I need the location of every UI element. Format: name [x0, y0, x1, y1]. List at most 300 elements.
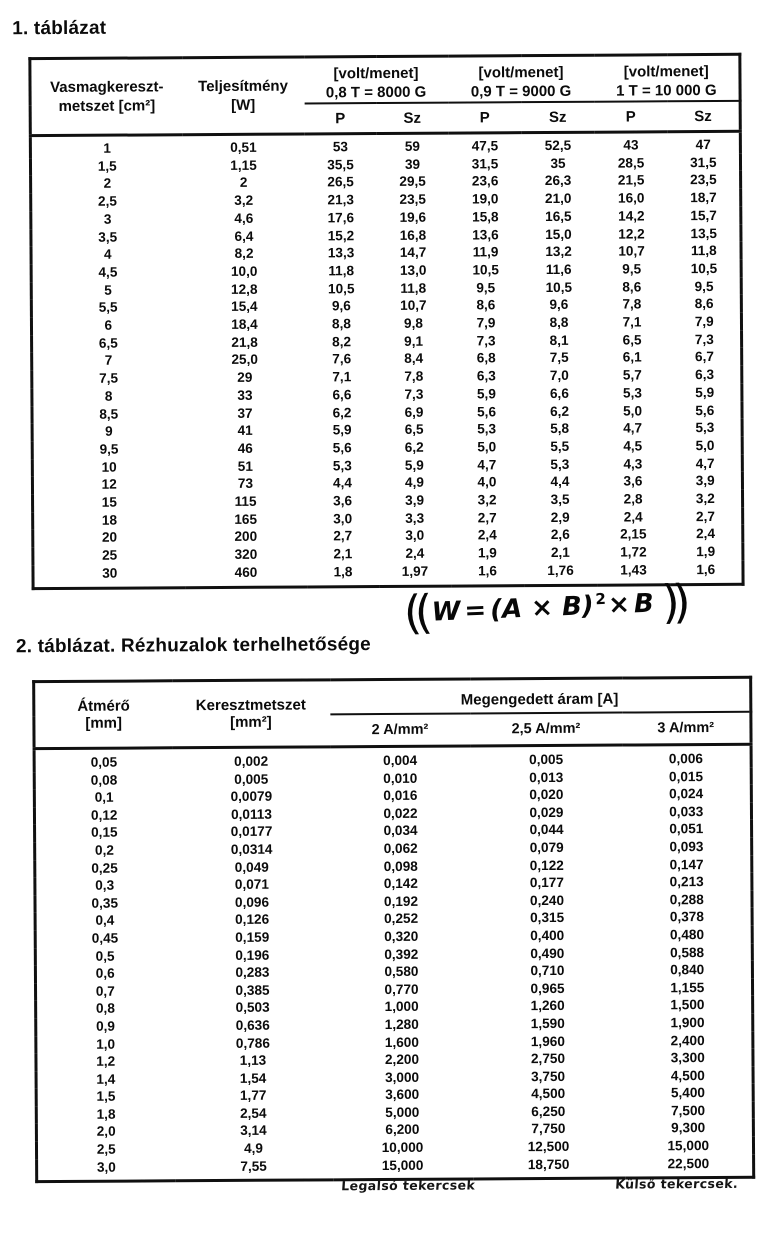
table-cell: 0,240: [529, 892, 565, 908]
header-line: metszet [cm²]: [58, 97, 156, 115]
table-cell: 0,490: [530, 945, 565, 961]
table-cell: 200: [234, 529, 258, 545]
table-cell: 0,147: [669, 856, 704, 872]
table2-header: [34, 677, 751, 748]
table-cell: 0,786: [235, 1035, 270, 1051]
table-cell: 1,5: [96, 1088, 116, 1105]
table-cell: 10,0: [230, 263, 258, 279]
table-cell: 6,3: [476, 368, 496, 384]
table-cell: 2,7: [477, 510, 497, 526]
table-cell: 0,029: [529, 804, 564, 820]
table-cell: 3,9: [405, 492, 425, 508]
table-cell: 21,8: [231, 334, 258, 350]
copper-wire-table: [32, 676, 755, 1184]
table-cell: 3,3: [405, 510, 425, 526]
table-cell: 2,4: [405, 545, 425, 562]
table-cell: 0,580: [384, 963, 419, 980]
table-cell: 0,177: [529, 875, 564, 891]
table-cell: 11,8: [400, 280, 427, 296]
table-cell: 3,6: [623, 473, 643, 489]
transformer-core-table: [28, 53, 744, 590]
subheader-sz: Sz: [376, 103, 448, 134]
table-cell: 0,51: [230, 139, 257, 155]
table-cell: 0,9: [96, 1018, 116, 1034]
table-cell: 1,43: [620, 562, 647, 578]
table-cell: 4,7: [695, 455, 715, 471]
table-cell: 0,252: [384, 911, 419, 927]
group-unit: [volt/menet]: [333, 64, 419, 83]
table-cell: 9,300: [671, 1120, 706, 1136]
table-cell: 5,0: [477, 439, 497, 455]
table-cell: 1,260: [530, 998, 565, 1014]
table-cell: 23,6: [471, 173, 499, 189]
table-cell: 43: [623, 137, 639, 153]
table1-col-core-header: [30, 58, 182, 136]
table-cell: 9: [105, 423, 113, 439]
table-cell: 0,378: [669, 909, 704, 925]
header-line: Átmérő: [77, 697, 130, 715]
formula-lhs: W: [431, 596, 462, 628]
formula-close-paren: )): [660, 574, 685, 630]
table-cell: 2,1: [550, 545, 570, 561]
table-cell: 1,0: [96, 1036, 116, 1052]
table-cell: 5,3: [332, 457, 352, 473]
table-cell: 5,5: [550, 438, 570, 454]
table1-group-09T: [448, 55, 594, 102]
table-cell: 12,500: [527, 1138, 570, 1155]
table-cell: 7,500: [670, 1102, 706, 1119]
table-cell: 9,5: [99, 441, 119, 457]
table-cell: 28,5: [617, 155, 645, 171]
table-cell: 13,2: [545, 244, 572, 260]
table-cell: 4,500: [531, 1086, 566, 1102]
table-cell: 4,500: [670, 1067, 705, 1083]
table-cell: 7,3: [476, 333, 496, 349]
table-cell: 18,7: [690, 190, 717, 206]
table-cell: 35: [550, 155, 566, 171]
table2-caption: 2. táblázat. Rézhuzalok terhelhetősége: [15, 634, 371, 658]
table-cell: 18,750: [527, 1156, 570, 1172]
table-cell: 0,024: [669, 786, 704, 802]
group-flux: 0,9 T = 9000 G: [470, 82, 572, 101]
table2-group-current: Megengedett áram [A]: [330, 677, 751, 714]
table-cell: 1,900: [670, 1014, 705, 1031]
table-cell: 0,35: [91, 895, 119, 911]
table-cell: 2,1: [333, 546, 353, 562]
table-cell: 2,54: [240, 1105, 267, 1121]
table-cell: 0,034: [383, 823, 418, 839]
table-cell: 25,0: [231, 352, 258, 368]
table-cell: 12,2: [618, 225, 645, 242]
table-cell: 4,5: [98, 264, 118, 280]
table-cell: 3,600: [385, 1087, 420, 1103]
table-cell: 1,155: [670, 979, 705, 995]
table-cell: 4,5: [623, 438, 643, 454]
table-cell: 7,750: [531, 1121, 566, 1137]
table-cell: 5,6: [695, 402, 715, 418]
table-cell: 21,3: [327, 192, 355, 208]
table-cell: 3,5: [550, 491, 570, 508]
table-cell: 8,1: [549, 332, 569, 348]
subheader-p: P: [304, 103, 376, 134]
table-cell: 1,6: [696, 561, 716, 577]
subheader-p: P: [594, 101, 667, 132]
table-cell: 5,400: [670, 1085, 706, 1101]
table-cell: 3,2: [234, 192, 254, 209]
table-cell: 52,5: [544, 137, 572, 154]
table-cell: 9,5: [622, 261, 642, 277]
table-cell: 2,8: [623, 491, 643, 507]
group-flux: 1 T = 10 000 G: [616, 81, 717, 100]
table-cell: 11,8: [690, 243, 717, 259]
table-cell: 5: [104, 282, 112, 298]
table-cell: 4,7: [477, 456, 497, 473]
table-cell: 15,4: [231, 299, 258, 315]
table-cell: 6,200: [385, 1122, 420, 1138]
table-cell: 1,6: [478, 563, 498, 579]
table1-header: [30, 54, 741, 135]
table-cell: 6,1: [622, 349, 642, 365]
table-cell: 6,5: [404, 422, 424, 438]
table-cell: 4,3: [623, 456, 643, 472]
table-cell: 1,77: [239, 1088, 267, 1104]
table-cell: 0,3: [95, 877, 115, 893]
table-cell: 0,12: [90, 807, 118, 823]
table-cell: 8,6: [476, 297, 496, 313]
table1-group-row: [30, 54, 740, 105]
table-cell: 3,0: [405, 528, 425, 544]
table-cell: 2: [103, 176, 112, 192]
header-line: [mm]: [85, 714, 123, 732]
table1-body: [30, 131, 743, 588]
table-cell: 1,280: [384, 1016, 419, 1032]
table-cell: 0,636: [235, 1017, 270, 1033]
table-cell: 7,5: [549, 350, 569, 366]
table-cell: 0,126: [235, 912, 270, 928]
table-cell: 0,002: [234, 753, 269, 769]
formula-rhs: B: [633, 588, 655, 620]
table-cell: 8,6: [622, 279, 642, 295]
handwritten-note-bottom-coils: Legalsó tekercsek: [340, 1177, 476, 1194]
table-cell: 5,9: [695, 384, 715, 400]
table-cell: 46: [237, 440, 253, 456]
table-cell: 1,8: [333, 564, 353, 580]
table-cell: 1,9: [696, 544, 716, 560]
table-cell: 33: [237, 387, 253, 403]
table-cell: 0,093: [669, 839, 704, 855]
table-cell: 1,4: [96, 1071, 116, 1087]
table-cell: 3: [103, 211, 112, 227]
table2-group-row: [34, 677, 751, 716]
table-cell: 2,7: [695, 508, 715, 524]
formula-open-paren: ((: [402, 584, 427, 640]
table-cell: 0,7: [95, 983, 115, 999]
table-cell: 3,000: [385, 1069, 420, 1085]
table-cell: 0,15: [91, 825, 118, 841]
table1-group-1T: [594, 54, 740, 101]
table-cell: 0,071: [234, 876, 269, 893]
table-cell: 4,4: [332, 475, 352, 491]
table-cell: 0,400: [530, 927, 565, 944]
table-cell: 9,5: [694, 278, 714, 294]
table-cell: 16,5: [545, 208, 572, 224]
table-cell: 15,2: [327, 227, 355, 243]
table-cell: 3,2: [695, 491, 715, 507]
table-cell: 3,2: [477, 492, 497, 508]
table-cell: 11,8: [328, 263, 355, 279]
table-cell: 7,55: [240, 1158, 267, 1174]
table-cell: 15,7: [690, 207, 717, 223]
table-cell: 2,7: [333, 528, 353, 544]
table-cell: 5,8: [550, 421, 570, 437]
table2-col-crosssection-header: [172, 680, 330, 748]
table-cell: 115: [234, 493, 257, 509]
table-cell: 10,000: [381, 1139, 424, 1156]
subheader-p: P: [448, 102, 521, 133]
table-cell: 21,5: [617, 172, 645, 188]
table-cell: 3,9: [695, 473, 715, 489]
table-cell: 17,6: [327, 209, 355, 226]
subheader-2A: 2 A/mm²: [330, 713, 470, 746]
table-cell: 0,503: [235, 1000, 270, 1016]
table-cell: 9,8: [403, 315, 423, 331]
table-cell: 1,15: [230, 157, 257, 173]
table-cell: 0,005: [234, 771, 269, 787]
table-cell: 0,010: [383, 770, 418, 786]
table-cell: 5,5: [98, 299, 118, 316]
table-cell: 0,196: [235, 947, 270, 963]
table-cell: 14,2: [618, 208, 645, 224]
table-cell: 2,4: [477, 527, 497, 543]
table-cell: 7,3: [404, 386, 424, 402]
table-cell: 19,6: [399, 209, 427, 225]
table-cell: 0,049: [234, 859, 269, 875]
table-cell: 8,6: [694, 296, 714, 312]
table-cell: 3,5: [98, 229, 118, 245]
table-cell: 6,7: [694, 349, 714, 365]
header-line: [W]: [231, 96, 256, 114]
table-cell: 2,5: [96, 1141, 116, 1157]
header-line: Vasmagkereszt-: [50, 78, 164, 97]
table-cell: 2,750: [530, 1051, 566, 1067]
table-cell: 4,9: [244, 1140, 264, 1156]
table-cell: 3,300: [670, 1050, 705, 1066]
table-cell: 0,392: [384, 946, 419, 962]
table-cell: 0,6: [95, 965, 115, 981]
table-cell: 5,6: [332, 440, 352, 456]
table-cell: 11,9: [472, 244, 499, 260]
table-cell: 1,5: [97, 158, 117, 174]
table-cell: 0,015: [668, 768, 704, 784]
table-cell: 8,2: [234, 246, 254, 262]
table-cell: 0,013: [529, 769, 564, 785]
table-cell: 6,6: [332, 387, 352, 403]
table-cell: 23,5: [399, 191, 426, 208]
group-flux: 0,8 T = 8000 G: [325, 83, 427, 102]
table-cell: 320: [234, 546, 258, 563]
table-cell: 31,5: [689, 154, 717, 170]
table-cell: 15,8: [472, 209, 499, 225]
table-cell: 5,0: [623, 402, 643, 419]
table-cell: 1,590: [530, 1015, 565, 1032]
table-cell: 5,7: [622, 367, 642, 383]
table-cell: 0,096: [234, 894, 270, 910]
table-cell: 4,6: [234, 210, 254, 226]
table-cell: 1,500: [670, 997, 705, 1013]
group-unit: [volt/menet]: [478, 63, 564, 82]
table-cell: 0,320: [384, 928, 419, 944]
table-cell: 0,022: [383, 805, 418, 821]
table-cell: 2,6: [550, 527, 570, 543]
table-cell: 1,76: [547, 562, 574, 578]
table-cell: 0,159: [235, 929, 270, 945]
table-cell: 6,4: [234, 228, 254, 244]
table-cell: 0,033: [669, 803, 704, 820]
table-cell: 2,9: [550, 509, 570, 525]
table-cell: 6,3: [695, 367, 715, 383]
table-cell: 5,000: [385, 1104, 420, 1120]
table-cell: 9,6: [549, 297, 569, 313]
table-cell: 5,3: [695, 420, 715, 436]
handwritten-formula: [403, 574, 685, 639]
table-cell: 2: [239, 175, 248, 191]
table-cell: 10,5: [690, 260, 718, 277]
table-cell: 0,385: [235, 982, 270, 998]
table-cell: 0,315: [530, 910, 565, 926]
table-cell: 2,15: [620, 526, 647, 543]
table-cell: 73: [237, 476, 254, 492]
table1-caption: 1. táblázat: [12, 17, 107, 40]
table-cell: 0,098: [383, 858, 418, 874]
handwritten-note-outer-coils: Külső tekercsek.: [614, 1175, 739, 1192]
table-cell: 5,3: [550, 456, 570, 472]
table-cell: 13,0: [399, 262, 427, 278]
group-unit: [volt/menet]: [623, 63, 709, 81]
table-cell: 37: [237, 405, 253, 421]
table-cell: 9,1: [404, 333, 424, 349]
table-cell: 51: [237, 458, 253, 474]
subheader-sz: Sz: [667, 101, 740, 132]
table-cell: 0,4: [95, 913, 115, 929]
table-cell: 7,8: [622, 296, 642, 312]
table-cell: 3,750: [531, 1068, 566, 1084]
table-cell: 0,770: [384, 981, 419, 997]
table-cell: 8,8: [331, 316, 351, 332]
table-cell: 9,5: [476, 279, 496, 296]
table-cell: 10,5: [545, 279, 573, 295]
table-cell: 11,6: [545, 261, 572, 277]
table-cell: 0,25: [91, 860, 118, 876]
table-cell: 2,400: [670, 1032, 705, 1048]
table-cell: 6,2: [550, 403, 570, 419]
table-cell: 0,020: [529, 787, 564, 803]
table-cell: 0,5: [95, 948, 115, 964]
formula-expression: (A × B): [489, 590, 595, 626]
table-cell: 7,8: [404, 368, 424, 385]
table-cell: 0,079: [529, 839, 564, 856]
table-cell: 1,000: [384, 999, 419, 1015]
table-cell: 15: [101, 494, 117, 510]
table-cell: 460: [234, 564, 258, 580]
table-cell: 2,4: [623, 509, 643, 525]
table-cell: 0,006: [668, 751, 703, 767]
table-cell: 15,000: [667, 1138, 710, 1154]
table-cell: 0,0314: [230, 841, 273, 857]
table-cell: 4,4: [550, 474, 570, 490]
header-line: Keresztmetszet: [195, 696, 306, 715]
table-cell: 1,72: [620, 544, 647, 560]
table-cell: 7,0: [549, 368, 569, 384]
table-cell: 0,062: [383, 840, 418, 856]
table-cell: 1,960: [530, 1033, 565, 1049]
table-cell: 5,9: [332, 422, 352, 438]
table-cell: 14,7: [399, 244, 427, 261]
header-line: [mm²]: [230, 713, 272, 731]
table-cell: 5,6: [477, 403, 497, 419]
table-cell: 9,6: [331, 298, 351, 314]
table-cell: 0,710: [530, 963, 565, 979]
table-cell: 7,1: [332, 369, 352, 385]
table-cell: 6,2: [404, 439, 424, 455]
table-cell: 12: [101, 476, 117, 493]
table-cell: 5,3: [622, 385, 642, 401]
table-cell: 0,005: [529, 751, 564, 768]
table-cell: 0,480: [669, 926, 705, 943]
table-cell: 10,5: [472, 262, 499, 278]
table-cell: 39: [404, 156, 421, 172]
table-cell: 6,250: [531, 1103, 566, 1119]
table1-group-08T: [304, 56, 448, 103]
table-cell: 10,5: [327, 280, 355, 296]
table-cell: 0,2: [94, 842, 114, 858]
table-cell: 8,4: [404, 351, 424, 367]
table-cell: 23,5: [690, 172, 717, 188]
table-cell: 1,8: [96, 1106, 116, 1122]
header-line: Teljesítmény: [198, 77, 288, 96]
table-cell: 4: [103, 246, 112, 262]
table-cell: 0,051: [669, 821, 704, 837]
table-cell: 47,5: [471, 138, 499, 154]
table-cell: 13,5: [690, 225, 717, 241]
table-cell: 1,97: [401, 563, 429, 579]
table-cell: 0,142: [383, 875, 418, 892]
table-cell: 5,0: [695, 437, 715, 454]
table-cell: 35,5: [327, 156, 354, 173]
table-cell: 2,200: [384, 1051, 420, 1068]
table-cell: 6,6: [549, 385, 569, 401]
table-cell: 18: [101, 512, 118, 528]
table-cell: 30: [102, 565, 118, 581]
table-cell: 20: [101, 530, 118, 546]
table-cell: 0,8: [95, 1000, 115, 1017]
table-cell: 13,3: [327, 245, 355, 261]
table-cell: 22,500: [667, 1155, 710, 1171]
table-cell: 5,9: [404, 457, 424, 473]
table-cell: 5,3: [477, 421, 497, 437]
table-cell: 7,9: [694, 314, 714, 330]
table-cell: 2,5: [97, 193, 117, 209]
table-cell: 29,5: [399, 174, 426, 190]
table-cell: 8,2: [332, 333, 352, 350]
table-cell: 5,9: [476, 386, 496, 402]
table-cell: 59: [404, 138, 421, 154]
table1-col-power-header: [182, 57, 304, 135]
table-cell: 0,45: [91, 930, 119, 946]
table-cell: 29: [237, 369, 253, 386]
table-cell: 3,6: [333, 493, 353, 509]
table-cell: 0,588: [670, 944, 705, 960]
table-cell: 1,9: [477, 545, 497, 561]
